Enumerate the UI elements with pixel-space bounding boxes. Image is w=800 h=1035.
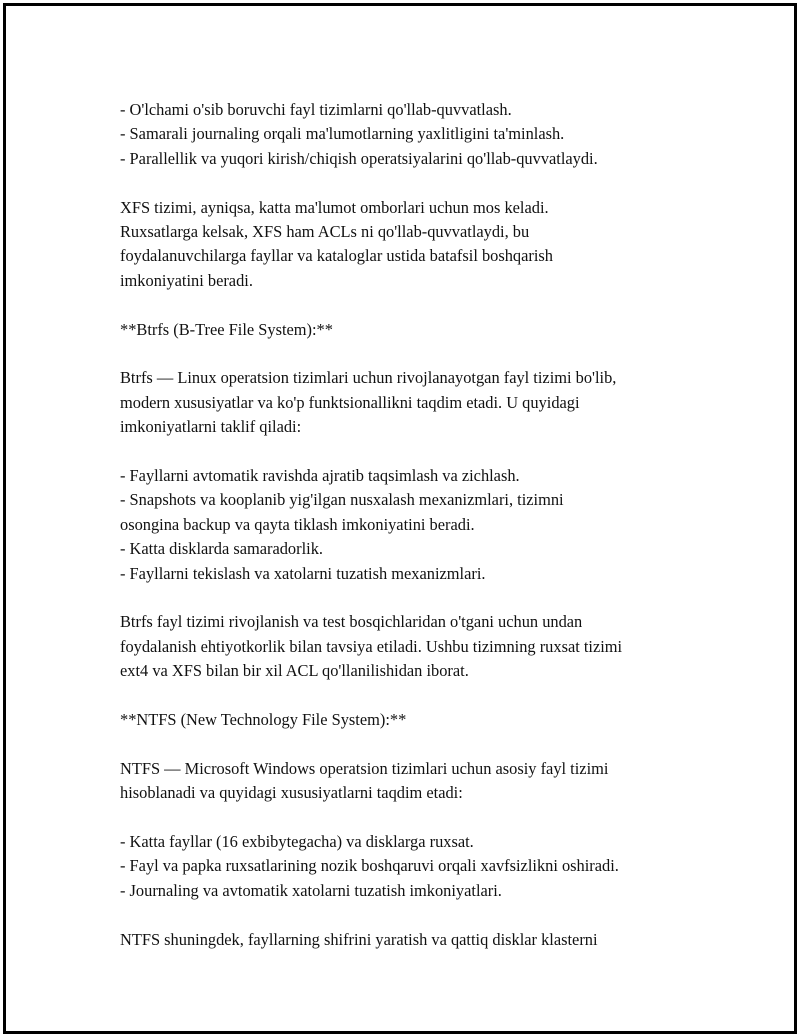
text-line: modern xususiyatlar va ko'p funktsionallikni taqdim etadi. U quyidagi bbox=[120, 392, 580, 412]
list-item-line: - Fayl va papka ruxsatlarining nozik boshqaruvi orqali xavfsizlikni oshiradi. bbox=[120, 856, 619, 876]
paragraph-gap bbox=[120, 732, 720, 756]
text-line: XFS tizimi, ayniqsa, katta ma'lumot omborlari uchun mos keladi. bbox=[120, 197, 549, 217]
list-item-line: - Katta fayllar (16 exbibytegacha) va disklarga ruxsat. bbox=[120, 832, 474, 852]
list-item-line: - Snapshots va kooplanib yig'ilgan nusxalash mexanizmlari, tizimni bbox=[120, 490, 564, 510]
list-item-line: osongina backup va qayta tiklash imkoniyatini beradi. bbox=[120, 514, 475, 534]
paragraph bbox=[120, 196, 720, 294]
page-frame bbox=[3, 3, 797, 1034]
paragraph bbox=[120, 610, 720, 683]
text-line: Ruxsatlarga kelsak, XFS ham ACLs ni qo'llab-quvvatlaydi, bu bbox=[120, 222, 530, 242]
bullet-list bbox=[120, 464, 720, 586]
heading-text: **NTFS (New Technology File System):** bbox=[120, 710, 407, 730]
text-line: imkoniyatlarni taklif qiladi: bbox=[120, 417, 302, 437]
bullet-list bbox=[120, 830, 720, 903]
text-line: ext4 va XFS bilan bir xil ACL qo'llanilishidan iborat. bbox=[120, 661, 469, 681]
text-line: NTFS shuningdek, fayllarning shifrini yaratish va qattiq disklar klasterni bbox=[120, 929, 598, 949]
paragraph-gap bbox=[120, 806, 720, 830]
list-item-line: - Fayllarni tekislash va xatolarni tuzatish mexanizmlari. bbox=[120, 563, 486, 583]
paragraph bbox=[120, 757, 720, 806]
paragraph-gap bbox=[120, 684, 720, 708]
paragraph bbox=[120, 928, 720, 952]
list-item-line: - Parallellik va yuqori kirish/chiqish operatsiyalarini qo'llab-quvvatlaydi. bbox=[120, 148, 598, 168]
paragraph-gap bbox=[120, 903, 720, 927]
list-item-line: - Fayllarni avtomatik ravishda ajratib taqsimlash va zichlash. bbox=[120, 466, 520, 486]
text-line: Btrfs — Linux operatsion tizimlari uchun rivojlanayotgan fayl tizimi bo'lib, bbox=[120, 368, 617, 388]
bullet-list bbox=[120, 98, 720, 171]
list-item-line: - Journaling va avtomatik xatolarni tuzatish imkoniyatlari. bbox=[120, 880, 502, 900]
list-item-line: - Samarali journaling orqali ma'lumotlarning yaxlitligini ta'minlash. bbox=[120, 124, 565, 144]
heading-text: **Btrfs (B-Tree File System):** bbox=[120, 319, 333, 339]
text-line: Btrfs fayl tizimi rivojlanish va test bosqichlaridan o'tgani uchun undan bbox=[120, 612, 583, 632]
paragraph-gap bbox=[120, 293, 720, 317]
paragraph-gap bbox=[120, 342, 720, 366]
list-item-line: - O'lchami o'sib boruvchi fayl tizimlarni qo'llab-quvvatlash. bbox=[120, 100, 512, 119]
text-line: foydalanish ehtiyotkorlik bilan tavsiya etiladi. Ushbu tizimning ruxsat tizimi bbox=[120, 636, 623, 656]
text-line: imkoniyatini beradi. bbox=[120, 270, 253, 290]
document-body bbox=[120, 98, 720, 952]
section-heading bbox=[120, 708, 720, 732]
text-line: NTFS — Microsoft Windows operatsion tizimlari uchun asosiy fayl tizimi bbox=[120, 758, 609, 778]
section-heading bbox=[120, 318, 720, 342]
paragraph bbox=[120, 366, 720, 439]
paragraph-gap bbox=[120, 440, 720, 464]
text-line: foydalanuvchilarga fayllar va kataloglar ustida batafsil boshqarish bbox=[120, 246, 553, 266]
paragraph-gap bbox=[120, 171, 720, 195]
list-item-line: - Katta disklarda samaradorlik. bbox=[120, 539, 323, 559]
text-line: hisoblanadi va quyidagi xususiyatlarni taqdim etadi: bbox=[120, 783, 463, 803]
paragraph-gap bbox=[120, 586, 720, 610]
